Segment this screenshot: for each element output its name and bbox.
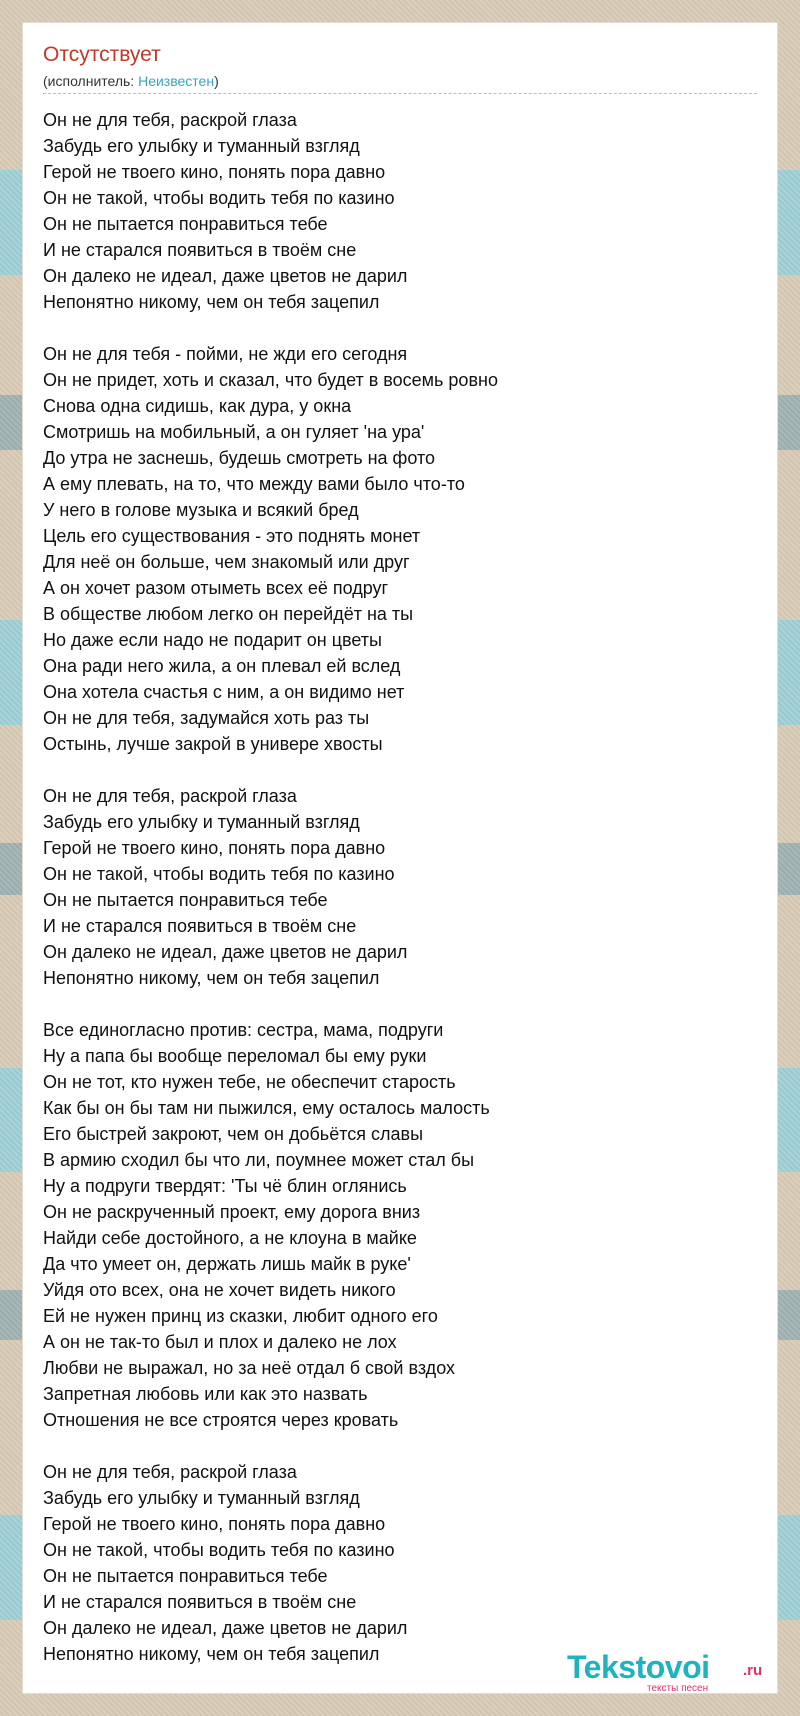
lyric-line: Непонятно никому, чем он тебя зацепил bbox=[43, 968, 380, 988]
lyric-line: Забудь его улыбку и туманный взгляд bbox=[43, 1488, 360, 1508]
lyric-line: В обществе любом легко он перейдёт на ты bbox=[43, 604, 414, 624]
lyric-line: Ей не нужен принц из сказки, любит одного его bbox=[43, 1306, 438, 1326]
artist-line bbox=[43, 73, 219, 89]
lyric-line: Да что умеет он, держать лишь майк в руке' bbox=[43, 1254, 411, 1274]
lyric-line: Она хотела счастья с ним, а он видимо нет bbox=[43, 682, 405, 702]
lyric-line: Он далеко не идеал, даже цветов не дарил bbox=[43, 942, 408, 962]
lyrics-stanza bbox=[43, 1459, 743, 1667]
artist-prefix: (исполнитель: bbox=[43, 73, 139, 89]
lyric-line: Остынь, лучше закрой в универе хвосты bbox=[43, 734, 383, 754]
lyric-line: Уйдя ото всех, она не хочет видеть никого bbox=[43, 1280, 396, 1300]
lyric-line: Он не такой, чтобы водить тебя по казино bbox=[43, 1540, 395, 1560]
lyric-line: Смотришь на мобильный, а он гуляет 'на ура' bbox=[43, 422, 425, 442]
logo-tagline: тексты песен bbox=[647, 1683, 709, 1694]
lyric-line: А ему плевать, на то, что между вами было что-то bbox=[43, 474, 465, 494]
lyrics-text bbox=[43, 107, 743, 1693]
lyric-line: Он далеко не идеал, даже цветов не дарил bbox=[43, 266, 408, 286]
lyric-line: До утра не заснешь, будешь смотреть на фото bbox=[43, 448, 436, 468]
lyrics-stanza bbox=[43, 107, 743, 315]
lyric-line: Он не для тебя, раскрой глаза bbox=[43, 110, 297, 130]
lyric-line: В армию сходил бы что ли, поумнее может стал бы bbox=[43, 1150, 475, 1170]
lyric-line: Он не такой, чтобы водить тебя по казино bbox=[43, 188, 395, 208]
lyric-line: Найди себе достойного, а не клоуна в майке bbox=[43, 1228, 417, 1248]
lyric-line: Он не пытается понравиться тебе bbox=[43, 1566, 328, 1586]
lyric-line: И не старался появиться в твоём сне bbox=[43, 240, 357, 260]
artist-suffix: ) bbox=[214, 73, 219, 89]
lyric-line: Цель его существования - это поднять монет bbox=[43, 526, 421, 546]
lyric-line: Он не для тебя, раскрой глаза bbox=[43, 1462, 297, 1482]
lyric-line: Забудь его улыбку и туманный взгляд bbox=[43, 812, 360, 832]
dotted-divider bbox=[43, 93, 757, 94]
lyric-line: Запретная любовь или как это назвать bbox=[43, 1384, 368, 1404]
lyric-line: Забудь его улыбку и туманный взгляд bbox=[43, 136, 360, 156]
lyric-line: Он не тот, кто нужен тебе, не обеспечит старость bbox=[43, 1072, 456, 1092]
site-logo[interactable] bbox=[567, 1650, 777, 1696]
song-title: Отсутствует bbox=[43, 43, 161, 66]
lyrics-stanza bbox=[43, 341, 743, 757]
lyric-line: Его быстрей закроют, чем он добьётся славы bbox=[43, 1124, 424, 1144]
lyric-line: Он не придет, хоть и сказал, что будет в восемь ровно bbox=[43, 370, 498, 390]
lyric-line: Ну а папа бы вообще переломал бы ему руки bbox=[43, 1046, 427, 1066]
lyric-line: Он не раскрученный проект, ему дорога вниз bbox=[43, 1202, 421, 1222]
lyrics-panel bbox=[22, 22, 778, 1694]
logo-wordmark: Tekstovoi bbox=[567, 1649, 710, 1685]
lyric-line: И не старался появиться в твоём сне bbox=[43, 1592, 357, 1612]
logo-tld: .ru bbox=[743, 1662, 763, 1679]
lyric-line: У него в голове музыка и всякий бред bbox=[43, 500, 359, 520]
lyric-line: Он не для тебя - пойми, не жди его сегодня bbox=[43, 344, 408, 364]
lyric-line: Любви не выражал, но за неё отдал б свой вздох bbox=[43, 1358, 455, 1378]
lyric-line: А он хочет разом отыметь всех её подруг bbox=[43, 578, 389, 598]
lyric-line: Все единогласно против: сестра, мама, подруги bbox=[43, 1020, 444, 1040]
lyric-line: Непонятно никому, чем он тебя зацепил bbox=[43, 1644, 380, 1664]
lyrics-stanza bbox=[43, 783, 743, 991]
lyric-line: Он далеко не идеал, даже цветов не дарил bbox=[43, 1618, 408, 1638]
lyric-line: Как бы он бы там ни пыжился, ему осталось малость bbox=[43, 1098, 490, 1118]
lyric-line: Непонятно никому, чем он тебя зацепил bbox=[43, 292, 380, 312]
lyric-line: Герой не твоего кино, понять пора давно bbox=[43, 838, 386, 858]
lyric-line: А он не так-то был и плох и далеко не лох bbox=[43, 1332, 397, 1352]
lyric-line: Он не для тебя, задумайся хоть раз ты bbox=[43, 708, 370, 728]
lyric-line: Он не для тебя, раскрой глаза bbox=[43, 786, 297, 806]
lyric-line: Герой не твоего кино, понять пора давно bbox=[43, 1514, 386, 1534]
lyric-line: Он не пытается понравиться тебе bbox=[43, 890, 328, 910]
artist-link[interactable]: Неизвестен bbox=[138, 73, 215, 89]
lyric-line: И не старался появиться в твоём сне bbox=[43, 916, 357, 936]
lyric-line: Он не пытается понравиться тебе bbox=[43, 214, 328, 234]
lyric-line: Снова одна сидишь, как дура, у окна bbox=[43, 396, 352, 416]
lyric-line: Герой не твоего кино, понять пора давно bbox=[43, 162, 386, 182]
lyric-line: Ну а подруги твердят: 'Ты чё блин оглянись bbox=[43, 1176, 407, 1196]
lyric-line: Отношения не все строятся через кровать bbox=[43, 1410, 399, 1430]
lyric-line: Для неё он больше, чем знакомый или друг bbox=[43, 552, 410, 572]
lyric-line: Но даже если надо не подарит он цветы bbox=[43, 630, 382, 650]
lyrics-stanza bbox=[43, 1017, 743, 1433]
lyric-line: Он не такой, чтобы водить тебя по казино bbox=[43, 864, 395, 884]
lyric-line: Она ради него жила, а он плевал ей вслед bbox=[43, 656, 401, 676]
